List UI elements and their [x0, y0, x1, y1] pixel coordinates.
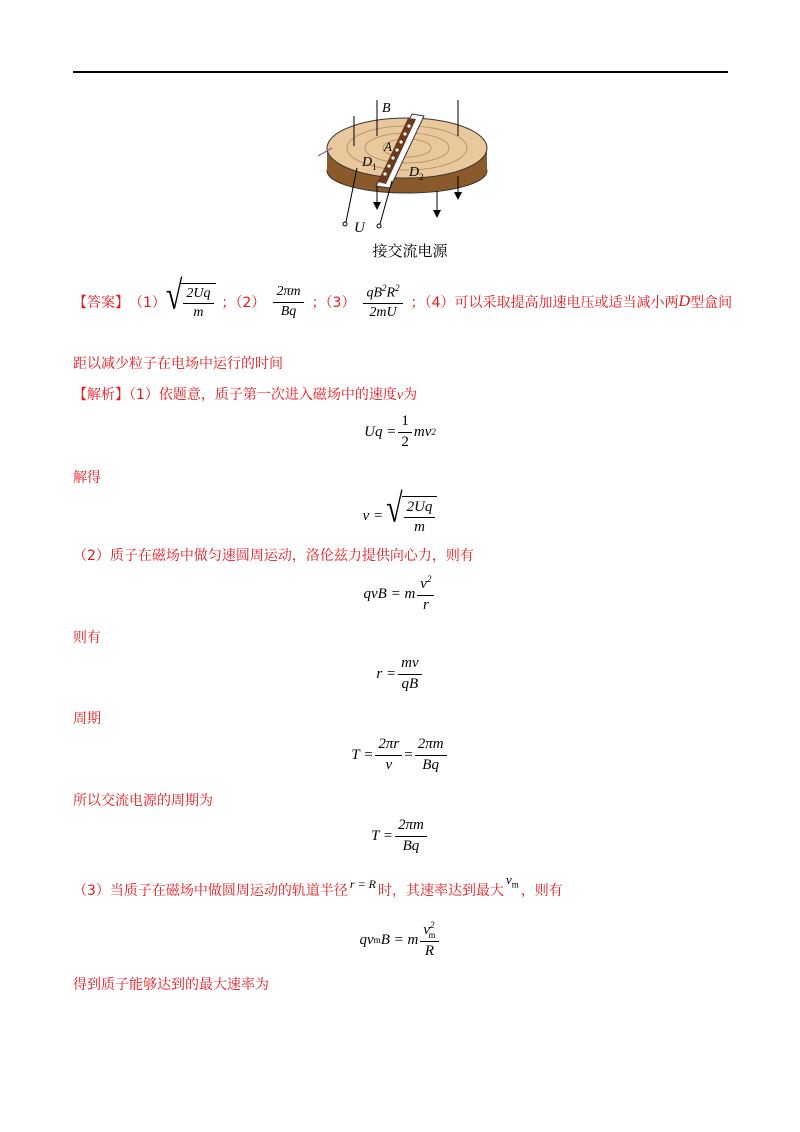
answer-tag: 【答案】 — [73, 295, 129, 311]
analysis-tag: 【解析】 — [73, 387, 129, 403]
label-d2-sub: 2 — [419, 172, 424, 182]
analysis-part2: （2）质子在磁场中做匀速圆周运动，洛伦兹力提供向心力，则有 — [73, 548, 474, 564]
answer-f1-den: m — [193, 305, 204, 320]
answer-f2-den: Bq — [280, 303, 297, 319]
answer-sep3: ；（4）可以采取提高加速电压或适当减小两 — [410, 295, 679, 311]
analysis-final: 得到质子能够达到的最大速率为 — [73, 977, 269, 993]
analysis-suoyi: 所以交流电源的周期为 — [73, 793, 213, 809]
analysis-v: v — [396, 388, 404, 403]
answer-f3-num-a: qB — [366, 285, 383, 301]
equation-6 — [0, 816, 800, 856]
eq4-num: mv — [398, 655, 422, 674]
eq6-den: Bq — [402, 837, 420, 854]
answer-tail: 型盒间 — [690, 295, 733, 311]
answer-line — [73, 273, 733, 328]
eq1-lhs: Uq = — [364, 423, 397, 440]
analysis-intro — [73, 384, 417, 404]
answer-p1: （1） — [129, 295, 166, 311]
eq3-sup: 2 — [426, 574, 432, 585]
eq7-lhs-sub: m — [373, 935, 381, 945]
eq7-num-sup: 2 — [429, 919, 435, 930]
eq7-num: v — [423, 921, 430, 938]
answer-f3-num-b: R — [386, 285, 396, 301]
eq7-num-sub: m — [428, 929, 436, 940]
analysis-zhouqi: 周期 — [73, 711, 101, 727]
analysis-intro-end: 为 — [403, 387, 418, 403]
answer-sep2: ；（3） — [311, 295, 356, 311]
answer-f3-sup1: 2 — [382, 283, 387, 294]
label-d1-sub: 1 — [372, 162, 377, 172]
eq6-num: 2πm — [395, 817, 427, 836]
eq3-lhs: qvB = m — [363, 585, 416, 602]
eq7-lhs-b: B = m — [380, 931, 419, 948]
answer-f2 — [273, 284, 303, 319]
answer-f1-num: 2Uq — [183, 286, 213, 304]
eq4-den: qB — [401, 675, 419, 692]
eq5-num1: 2πr — [375, 736, 402, 755]
analysis-zeyou: 则有 — [73, 630, 101, 646]
cyclotron-diagram — [312, 96, 502, 246]
eq5-den2: Bq — [422, 756, 439, 773]
answer-sqrt-1: √ $\frac{2Uq}{m}$ — [166, 283, 216, 321]
eq7-den: R — [424, 943, 434, 960]
header-rule — [73, 71, 728, 73]
part3-r: r = R — [349, 877, 377, 891]
eq3-den: r — [422, 596, 429, 613]
eq2-den: m — [414, 519, 425, 535]
answer-line2: 距以减少粒子在电场中运行的时间 — [73, 356, 283, 372]
eq5-num2: 2πm — [415, 736, 447, 755]
part3-c: ，则有 — [520, 883, 563, 899]
answer-f3 — [363, 283, 402, 321]
eq3-num: v — [420, 576, 427, 593]
label-a: A — [384, 139, 392, 154]
eq5-den1: v — [385, 756, 393, 773]
analysis-part3 — [73, 870, 563, 900]
label-u: U — [354, 220, 365, 236]
equation-4 — [0, 654, 800, 694]
eq5-mid: = — [404, 746, 413, 763]
label-d1: D — [362, 155, 373, 170]
eq1-num: 1 — [398, 413, 412, 432]
eq2-num: 2Uq — [404, 499, 436, 518]
eq4-lhs: r = — [376, 665, 397, 682]
label-d2: D — [409, 165, 420, 180]
answer-sep1: ；（2） — [221, 295, 266, 311]
eq2-lhs: v = — [362, 507, 384, 524]
eq1-den: 2 — [401, 433, 409, 450]
equation-5 — [0, 735, 800, 775]
part3-v: $v_m$ — [506, 872, 519, 890]
eq5-lhs: T = — [351, 746, 374, 763]
answer-f3-den: 2mU — [369, 304, 397, 320]
eq1-rhs: mv — [413, 423, 432, 440]
part3-b: 时，其速率达到最大 — [378, 883, 505, 899]
eq6-lhs: T = — [371, 827, 394, 844]
eq1-sup: 2 — [431, 427, 436, 437]
equation-1 — [0, 412, 800, 452]
eq7-lhs-a: qv — [359, 931, 374, 948]
answer-d: D — [678, 293, 691, 310]
answer-f2-num: 2πm — [273, 284, 303, 302]
equation-3 — [0, 573, 800, 615]
equation-2: v = √ $\frac{2Uq}{m}$ — [0, 494, 800, 538]
answer-f3-sup2: 2 — [395, 283, 400, 294]
label-b: B — [382, 101, 391, 116]
analysis-intro-text: （1）依题意，质子第一次进入磁场中的速度 — [129, 387, 397, 403]
part3-a: （3）当质子在磁场中做圆周运动的轨道半径 — [73, 883, 348, 899]
equation-7 — [0, 917, 800, 963]
analysis-jiede: 解得 — [73, 470, 101, 486]
figure-caption: 接交流电源 — [372, 241, 448, 260]
